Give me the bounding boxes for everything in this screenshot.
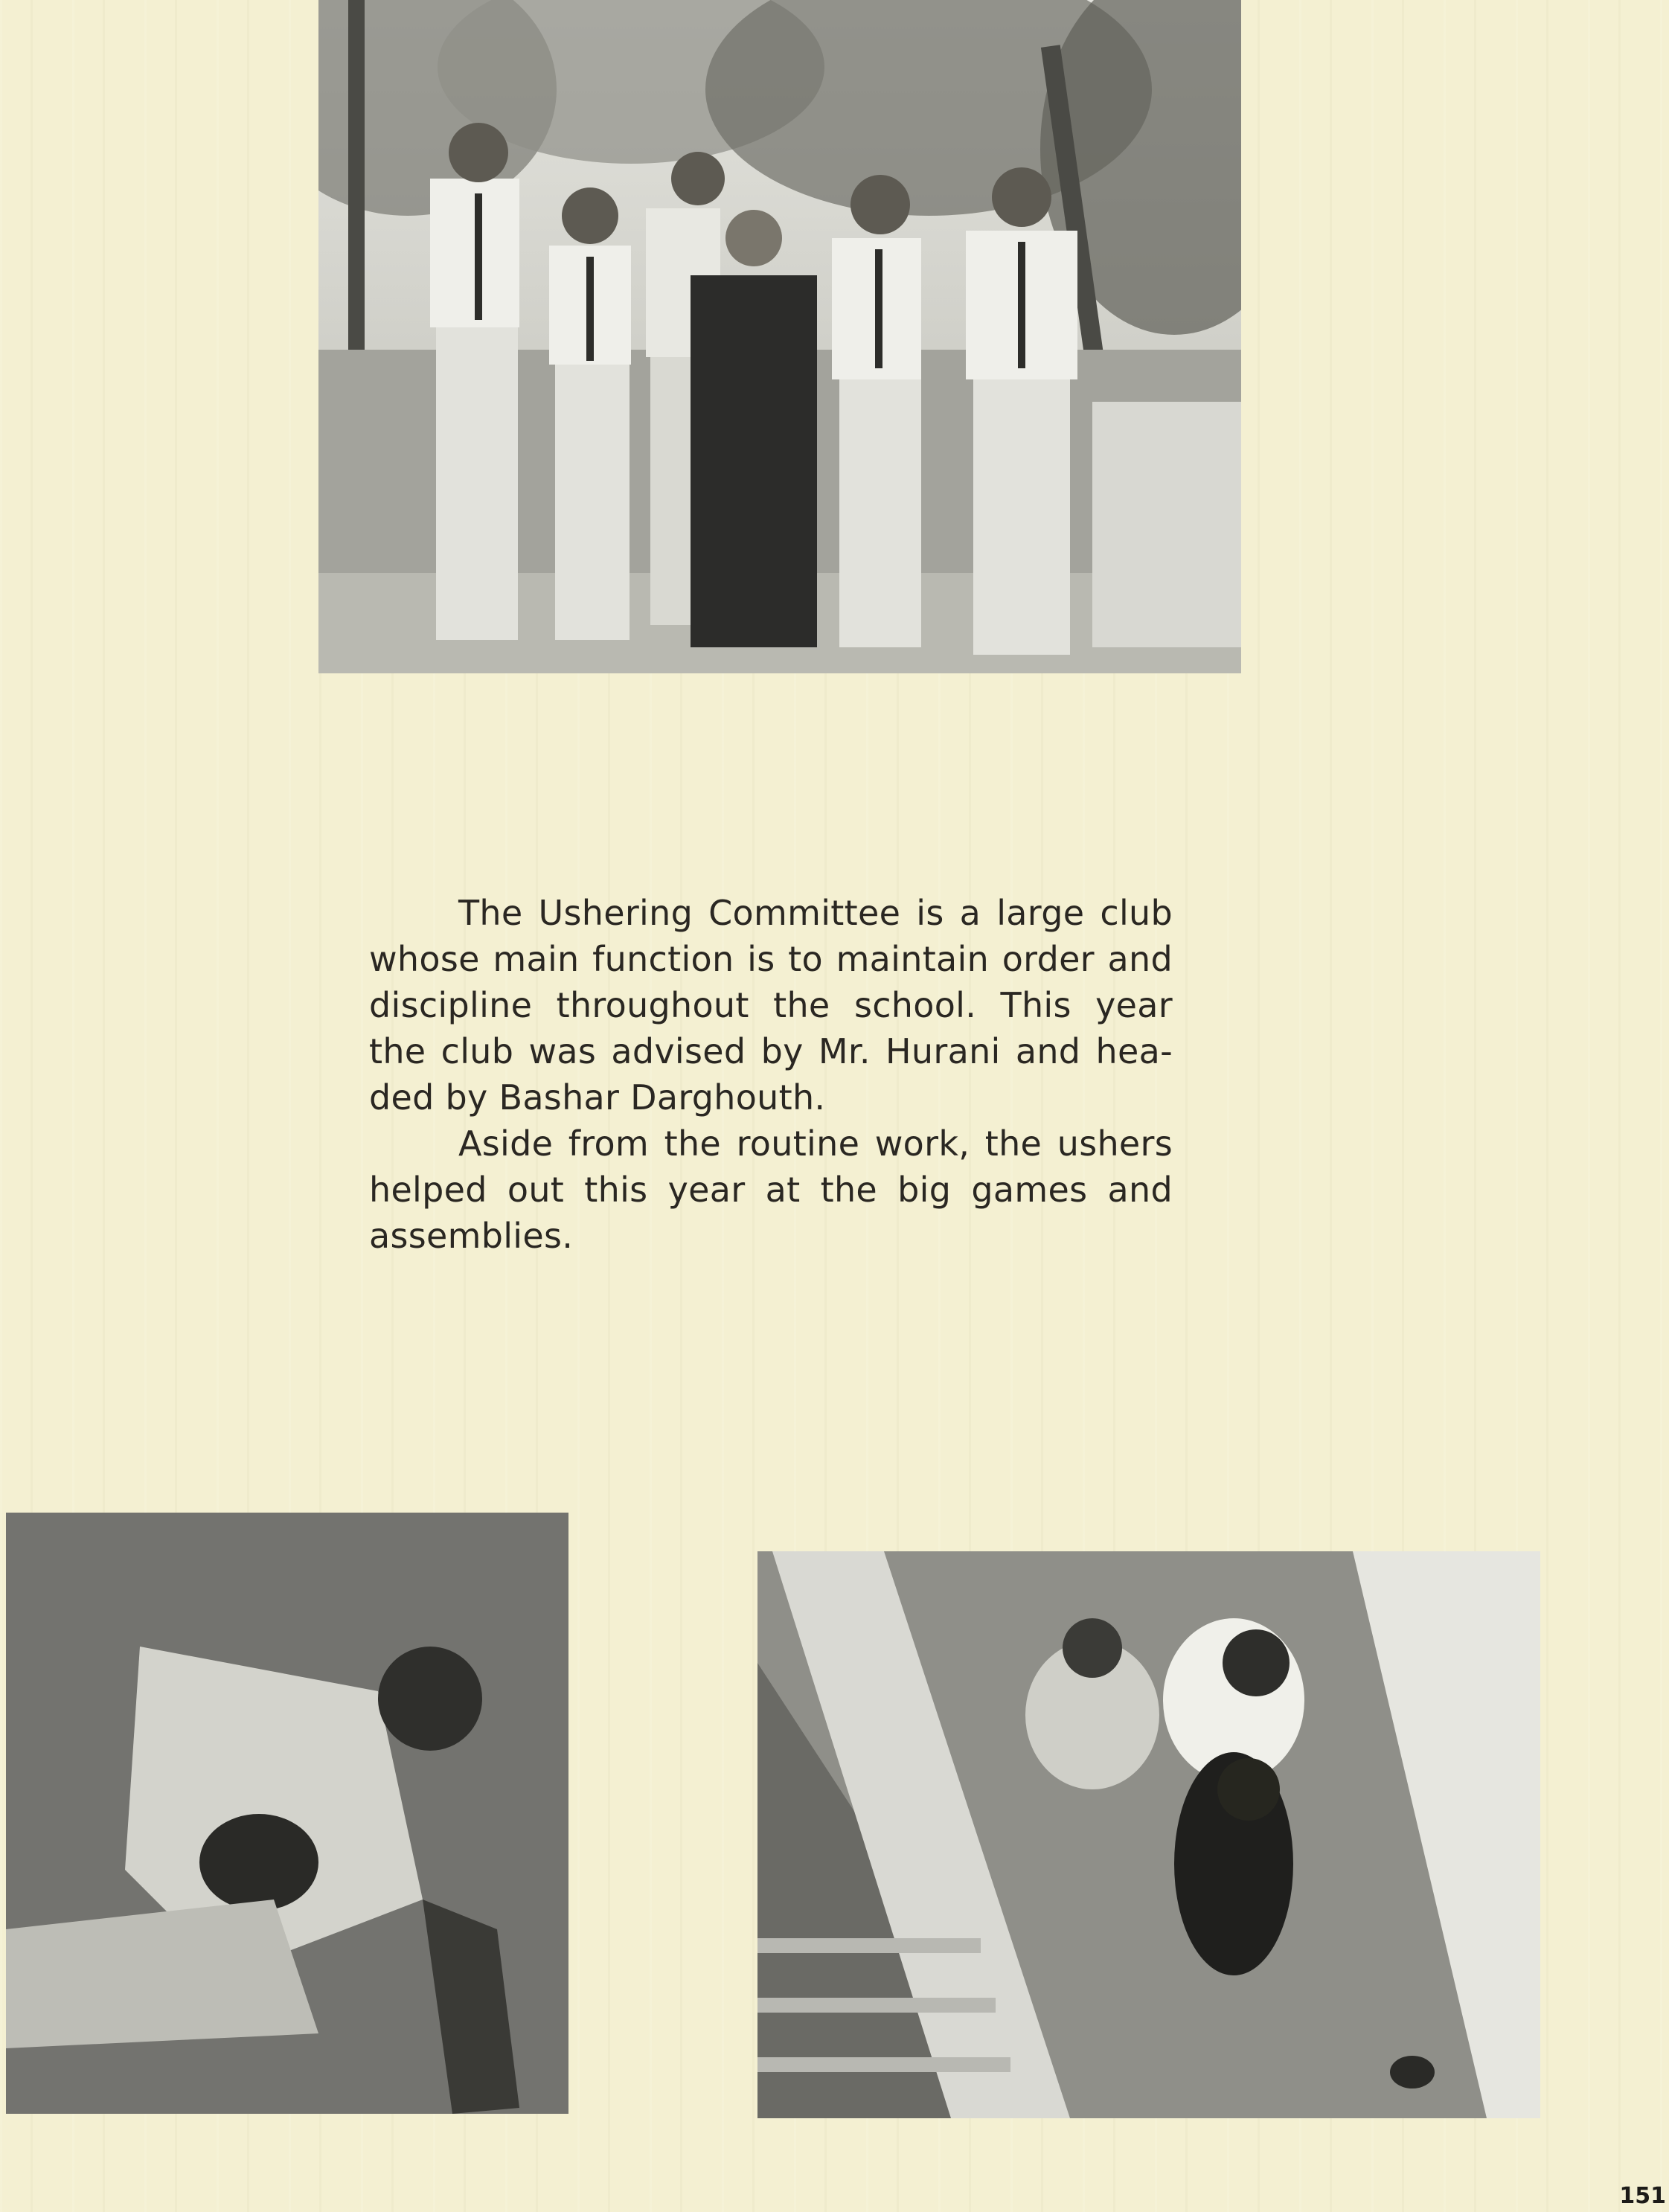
article-paragraph: The Ushering Committee is a large club whose main function is to maintain order and discipline throughout the school. This year the club was advised by Mr. Hurani and hea-ded by Bashar Darghouth.	[369, 893, 1173, 1118]
usher-photo-right-image	[757, 1551, 1540, 2118]
usher-photo-right	[757, 1551, 1540, 2118]
article-text	[369, 890, 1173, 1259]
group-photo	[318, 0, 1241, 673]
group-photo-image	[318, 0, 1241, 673]
usher-photo-left-image	[6, 1513, 568, 2114]
article-paragraph: Aside from the routine work, the ushers helped out this year at the big games and assemblies.	[369, 1123, 1173, 1256]
page-number: 151	[1619, 2183, 1666, 2209]
usher-photo-left	[6, 1513, 568, 2114]
